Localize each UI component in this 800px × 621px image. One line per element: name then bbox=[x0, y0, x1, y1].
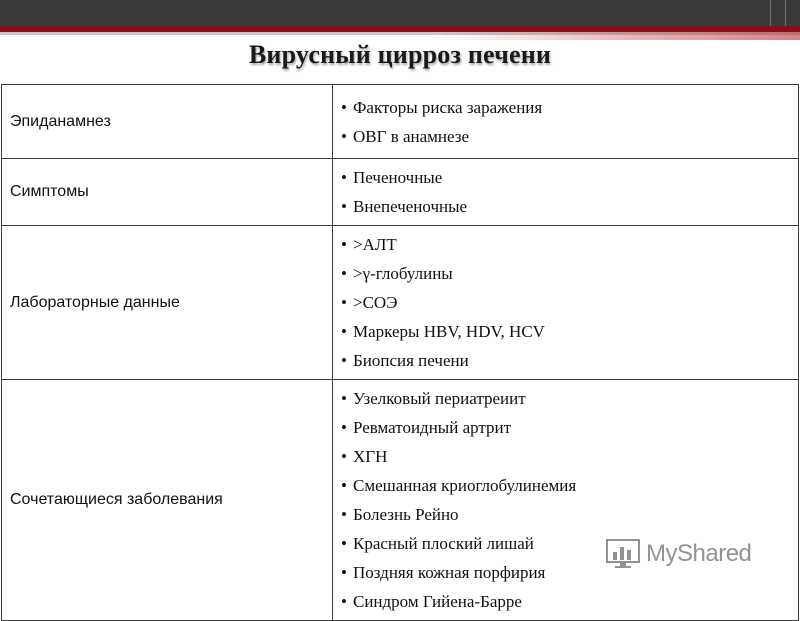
row-label: Симптомы bbox=[2, 159, 333, 226]
table-row bbox=[2, 159, 799, 226]
slide-top-bar bbox=[0, 0, 800, 26]
list-item: • Узелковый периатреиит bbox=[341, 384, 798, 413]
bullet-list bbox=[341, 230, 798, 375]
list-item: • ХГН bbox=[341, 442, 798, 471]
watermark-text: MyShared bbox=[646, 540, 752, 567]
row-content bbox=[333, 85, 799, 159]
bullet-list bbox=[341, 163, 798, 221]
list-item: • >СОЭ bbox=[341, 288, 798, 317]
slide-title: Вирусный цирроз печени bbox=[248, 40, 552, 69]
list-item: • Биопсия печени bbox=[341, 346, 798, 375]
row-label: Эпиданамнез bbox=[2, 85, 333, 159]
list-item: • Синдром Гийена-Барре bbox=[341, 587, 798, 616]
list-item: • Факторы риска заражения bbox=[341, 93, 798, 122]
bullet-list bbox=[341, 384, 798, 616]
list-item: • Поздняя кожная порфирия bbox=[341, 558, 798, 587]
list-item: • Внепеченочные bbox=[341, 192, 798, 221]
list-item: • >γ-глобулины bbox=[341, 259, 798, 288]
row-content bbox=[333, 159, 799, 226]
bullet-list bbox=[341, 93, 798, 151]
watermark bbox=[606, 538, 751, 570]
list-item: • Красный плоский лишай bbox=[341, 529, 798, 558]
row-content bbox=[333, 226, 799, 380]
row-label: Лабораторные данные bbox=[2, 226, 333, 380]
list-item: • Ревматоидный артрит bbox=[341, 413, 798, 442]
bar-chart-icon bbox=[606, 538, 640, 570]
slide-accent-gradient bbox=[430, 32, 800, 40]
list-item: • Печеночные bbox=[341, 163, 798, 192]
list-item: • Смешанная криоглобулинемия bbox=[341, 471, 798, 500]
table-row bbox=[2, 85, 799, 159]
list-item: • ОВГ в анамнезе bbox=[341, 122, 798, 151]
slide-corner-decoration bbox=[770, 0, 786, 26]
list-item: • >АЛТ bbox=[341, 230, 798, 259]
list-item: • Болезнь Рейно bbox=[341, 500, 798, 529]
table-row bbox=[2, 226, 799, 380]
table-row bbox=[2, 380, 799, 621]
list-item: • Маркеры HBV, HDV, HCV bbox=[341, 317, 798, 346]
row-label: Сочетающиеся заболевания bbox=[2, 380, 333, 621]
row-content bbox=[333, 380, 799, 621]
